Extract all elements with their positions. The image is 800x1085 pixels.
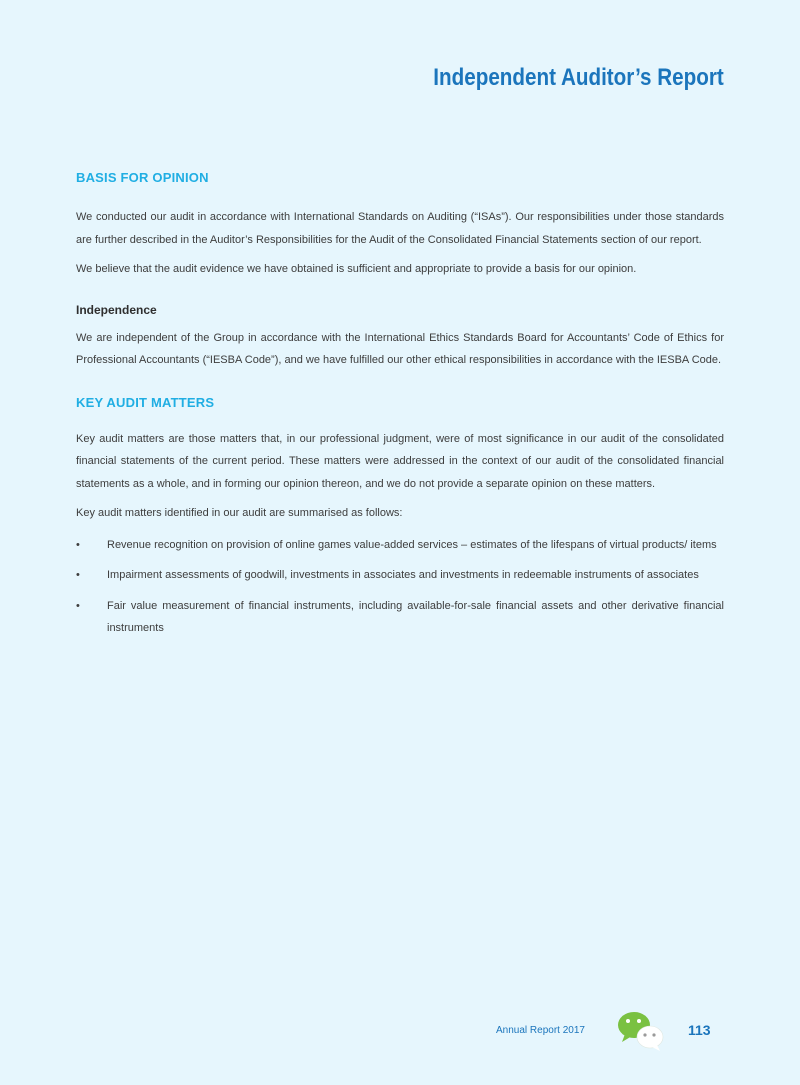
list-item-text: Impairment assessments of goodwill, investments in associates and investments in redeemable instruments of associates [107,569,699,581]
page-number: 113 [688,1022,711,1038]
basis-for-opinion-heading: BASIS FOR OPINION [76,170,209,185]
annual-report-label: Annual Report 2017 [496,1025,585,1036]
bullet-icon: • [76,569,80,581]
kam-paragraph-1: Key audit matters are those matters that, in our professional judgment, were of most significance in our audit of the consolidated financial statements of the current period. These matters were addressed in the context of our audit of the consolidated financial statements as a whole, and in forming our opinion thereon, and we do not provide a separate opinion on these matters. [76,432,724,490]
list-item [76,564,724,587]
list-item [76,595,724,640]
bullet-icon: • [76,538,80,551]
basis-paragraph-2: We believe that the audit evidence we have obtained is sufficient and appropriate to provide a basis for our opinion. [76,263,637,275]
basis-paragraph-1: We conducted our audit in accordance with International Standards on Auditing (“ISAs”). Our responsibilities under those standards are further described in the Auditor’s Responsibilities for the Audit of the Consolidated Financial Statements section of our report. [76,211,724,246]
list-item-text: Fair value measurement of financial instruments, including available-for-sale financial assets and other derivative financial instruments [107,599,724,634]
key-audit-matters-list [76,534,724,640]
independence-paragraph: We are independent of the Group in accordance with the International Ethics Standards Board for Accountants’ Code of Ethics for Professional Accountants (“IESBA Code”), and we have fulfilled our other ethical responsibilities in accordance with the IESBA Code. [76,331,724,366]
bullet-icon: • [76,599,80,612]
wechat-logo-icon [617,1010,667,1052]
report-body [76,170,724,640]
list-item [76,534,724,557]
kam-paragraph-2: Key audit matters identified in our audit are summarised as follows: [76,507,403,519]
page-title: Independent Auditor’s Report [433,64,724,91]
independence-heading: Independence [76,302,157,317]
key-audit-matters-heading: KEY AUDIT MATTERS [76,394,215,410]
list-item-text: Revenue recognition on provision of online games value-added services – estimates of the lifespans of virtual products/ items [107,538,717,551]
